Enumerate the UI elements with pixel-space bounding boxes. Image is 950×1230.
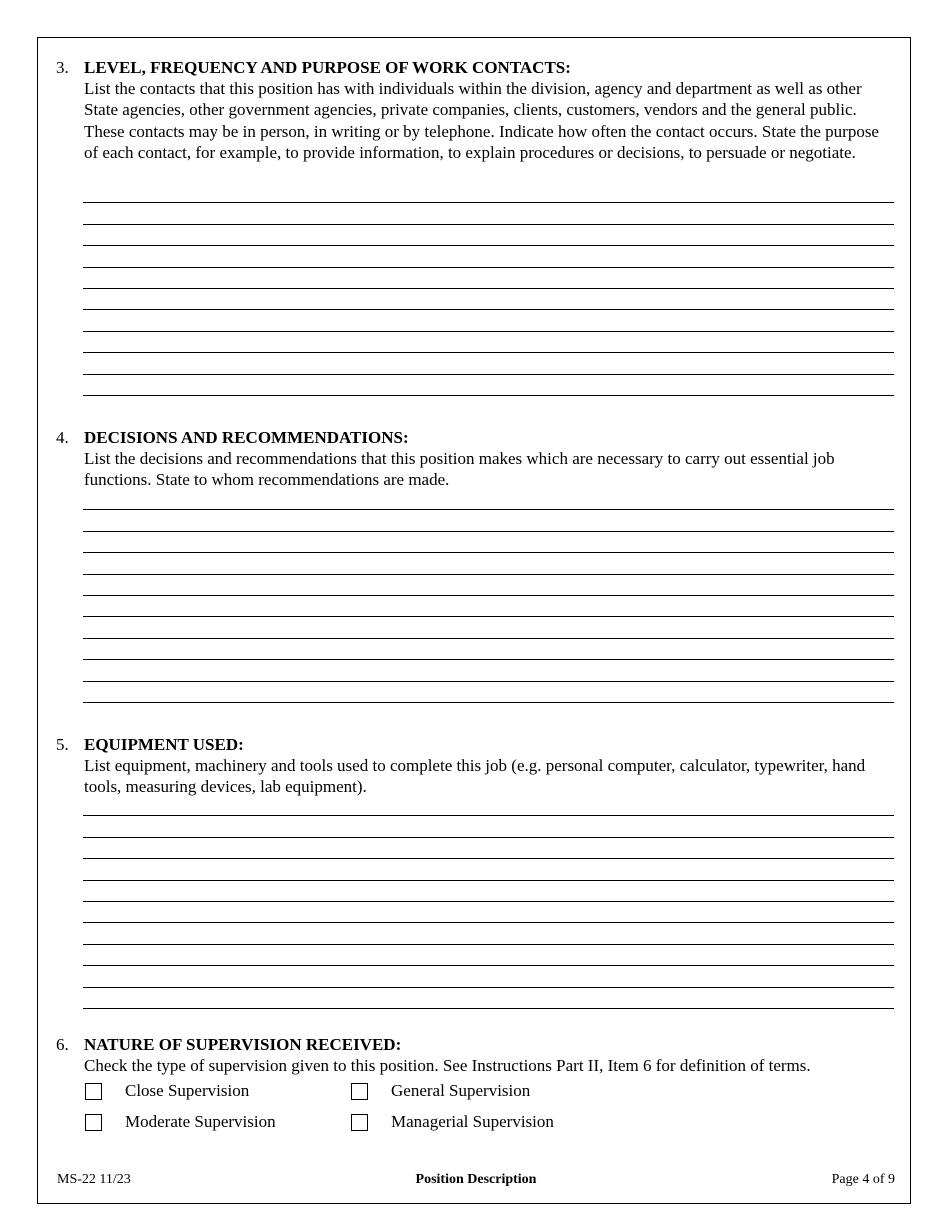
answer-line[interactable] — [83, 489, 894, 510]
answer-line[interactable] — [83, 617, 894, 638]
answer-line[interactable] — [83, 682, 894, 703]
answer-line[interactable] — [83, 660, 894, 681]
checkbox-label: Managerial Supervision — [391, 1112, 554, 1131]
answer-line[interactable] — [83, 246, 894, 267]
section-number: 5. — [56, 735, 69, 754]
section-description: List the decisions and recommendations that this position makes which are necessary to carry out essential job functions. State to whom recommendations are made. — [84, 449, 835, 490]
section-description: List equipment, machinery and tools used to complete this job (e.g. personal computer, calculator, typewriter, hand tools, measuring devices, lab equipment). — [84, 756, 866, 797]
answer-lines-work-contacts[interactable] — [83, 182, 894, 396]
section-heading: DECISIONS AND RECOMMENDATIONS: — [84, 428, 409, 447]
section-description: List the contacts that this position has with individuals within the division, agency and department as well as other State agencies, other government agencies, private companies, clients, customers, vendors and the general public. These contacts may be in person, in writing or by telephone. Indicate how often the contact occurs. State the purpose of each contact, for example, to provide information, to explain procedures or decisions, to persuade or negotiate. — [84, 79, 879, 163]
answer-line[interactable] — [83, 553, 894, 574]
answer-line[interactable] — [83, 881, 894, 902]
answer-line[interactable] — [83, 203, 894, 224]
answer-line[interactable] — [83, 225, 894, 246]
answer-line[interactable] — [83, 375, 894, 396]
checkbox-label: Close Supervision — [125, 1081, 250, 1100]
moderate-supervision-checkbox[interactable] — [85, 1114, 102, 1131]
answer-line[interactable] — [83, 639, 894, 660]
section-number: 4. — [56, 428, 69, 447]
answer-line[interactable] — [83, 923, 894, 944]
form-id: MS-22 11/23 — [57, 1172, 131, 1187]
checkbox-label: General Supervision — [391, 1081, 531, 1100]
page-footer — [57, 1172, 895, 1190]
section-heading: LEVEL, FREQUENCY AND PURPOSE OF WORK CONTACTS: — [84, 58, 571, 77]
answer-line[interactable] — [83, 945, 894, 966]
answer-line[interactable] — [83, 838, 894, 859]
managerial-supervision-option[interactable] — [351, 1111, 554, 1133]
answer-lines-decisions[interactable] — [83, 489, 894, 703]
answer-line[interactable] — [83, 966, 894, 987]
page-number: Page 4 of 9 — [831, 1172, 895, 1187]
answer-line[interactable] — [83, 988, 894, 1009]
general-supervision-option[interactable] — [351, 1080, 530, 1102]
section-number: 3. — [56, 58, 69, 77]
section-heading: NATURE OF SUPERVISION RECEIVED: — [84, 1035, 402, 1054]
answer-line[interactable] — [83, 795, 894, 816]
answer-line[interactable] — [83, 596, 894, 617]
close-supervision-checkbox[interactable] — [85, 1083, 102, 1100]
checkbox-label: Moderate Supervision — [125, 1112, 276, 1131]
moderate-supervision-option[interactable] — [85, 1111, 276, 1133]
managerial-supervision-checkbox[interactable] — [351, 1114, 368, 1131]
section-heading: EQUIPMENT USED: — [84, 735, 244, 754]
section-number: 6. — [56, 1035, 69, 1054]
answer-line[interactable] — [83, 510, 894, 531]
answer-line[interactable] — [83, 575, 894, 596]
close-supervision-option[interactable] — [85, 1080, 249, 1102]
answer-line[interactable] — [83, 182, 894, 203]
answer-line[interactable] — [83, 332, 894, 353]
supervision-checkbox-group — [85, 1080, 785, 1140]
section-description: Check the type of supervision given to this position. See Instructions Part II, Item 6 for definition of terms. — [84, 1056, 811, 1075]
answer-line[interactable] — [83, 816, 894, 837]
footer-title: Position Description — [415, 1172, 537, 1187]
general-supervision-checkbox[interactable] — [351, 1083, 368, 1100]
answer-line[interactable] — [83, 268, 894, 289]
answer-lines-equipment[interactable] — [83, 795, 894, 1009]
answer-line[interactable] — [83, 859, 894, 880]
answer-line[interactable] — [83, 532, 894, 553]
answer-line[interactable] — [83, 902, 894, 923]
answer-line[interactable] — [83, 289, 894, 310]
answer-line[interactable] — [83, 353, 894, 374]
answer-line[interactable] — [83, 310, 894, 331]
